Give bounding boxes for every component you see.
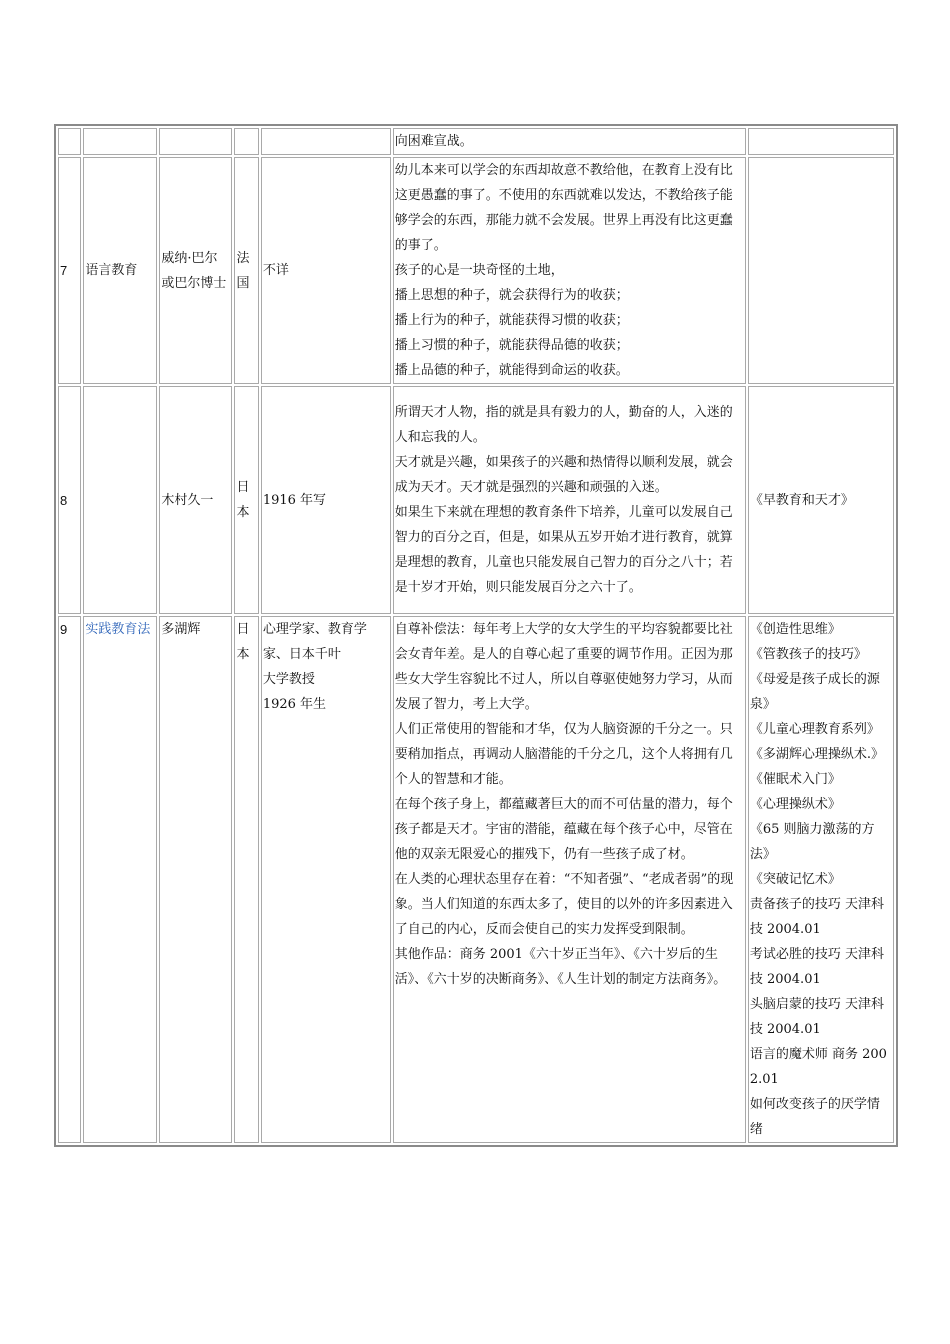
work-title: 《催眠术入门》 [749,772,841,787]
row-number-cell: 9 [58,616,81,1143]
content-paragraph: 其他作品：商务 2001《六十岁正当年》、《六十岁后的生活》、《六十岁的决断商务》、《人生计划的制定方法商务》。 [394,947,727,987]
works-cell [748,128,894,155]
work-title: 《65 则脑力激荡的方法》 [749,822,875,862]
method-cell [83,616,157,1143]
works-cell [748,386,894,614]
method-cell [83,386,157,614]
content-paragraph: 人们正常使用的智能和才华，仅为人脑资源的千分之一。只要稍加指点，再调动人脑潜能的千分之几，这个人将拥有几个人的智慧和才能。 [394,722,733,787]
content-paragraph: 在人类的心理状态里存在着：“不知者强”、“老成者弱”的现象。当人们知道的东西太多了，使目的以外的许多因素进入了自己的内心，反而会使自己的实力发挥受到限制。 [394,872,734,937]
table-row [58,157,894,384]
note-cell: 不详 [261,157,391,384]
note-cell [261,128,391,155]
content-paragraph: 孩子的心是一块奇怪的土地， [394,263,564,278]
content-paragraph: 播上习惯的种子，就能获得品德的收获； [394,338,629,353]
work-title: 如何改变孩子的厌学情绪 [749,1097,880,1137]
work-title: 《早教育和天才》 [749,492,854,508]
country-cell [234,128,258,155]
work-title: 头脑启蒙的技巧 天津科技 2004.01 [749,997,884,1037]
table-row [58,386,894,614]
work-title: 考试必胜的技巧 天津科技 2004.01 [749,947,884,987]
content-paragraph: 播上思想的种子，就会获得行为的收获； [394,288,629,303]
work-title: 责备孩子的技巧 天津科技 2004.01 [749,897,884,937]
country-cell: 日本 [234,386,258,614]
table-row [58,128,894,155]
content-cell [393,128,746,155]
content-paragraph: 如果生下来就在理想的教育条件下培养，儿童可以发展自己智力的百分之百，但是，如果从五岁开始才进行教育，就算是理想的教育，儿童也只能发展自己智力的百分之八十；若是十岁才开始，则只能发展百分之六十了。 [394,505,733,595]
method-link[interactable]: 实践教育法 [85,622,151,637]
content-paragraph: 天才就是兴趣，如果孩子的兴趣和热情得以顺利发展，就会成为天才。天才就是强烈的兴趣和顽强的入迷。 [394,455,733,495]
work-title: 《创造性思维》 [749,622,841,637]
note-cell [261,616,391,1143]
work-title: 《母爱是孩子成长的源泉》 [749,672,880,712]
note-cell: 1916 年写 [261,386,391,614]
person-cell: 多湖辉 [159,616,232,1143]
row-number-cell: 7 [58,157,81,384]
work-title: 《儿童心理教育系列》 [749,722,880,737]
content-cell [393,386,746,614]
education-figures-table [54,124,898,1147]
work-title: 《多湖辉心理操纵术.》 [749,747,884,762]
note-line: 心理学家、教育学家、日本千叶 [262,622,367,662]
works-cell [748,616,894,1143]
content-paragraph: 播上行为的种子，就能获得习惯的收获； [394,313,629,328]
country-cell: 法国 [234,157,258,384]
content-paragraph: 幼儿本来可以学会的东西却故意不教给他，在教育上没有比这更愚蠢的事了。不使用的东西就难以发达，不教给孩子能够学会的东西，那能力就不会发展。世界上再没有比这更蠢的事了。 [394,163,733,253]
content-cell [393,157,746,384]
content-paragraph: 向困难宣战。 [394,134,473,149]
work-title: 《突破记忆术》 [749,872,841,887]
content-paragraph: 在每个孩子身上，都蕴藏著巨大的而不可估量的潜力，每个孩子都是天才。宇宙的潜能，蕴藏在每个孩子心中，尽管在他的双亲无限爱心的摧残下，仍有一些孩子成了材。 [394,797,733,862]
work-title: 语言的魔术师 商务 2002.01 [749,1047,887,1087]
content-paragraph: 所谓天才人物，指的就是具有毅力的人，勤奋的人，入迷的人和忘我的人。 [394,405,733,445]
content-cell [393,616,746,1143]
works-cell [748,157,894,384]
note-line: 大学教授 [262,672,315,687]
method-cell: 语言教育 [83,157,157,384]
work-title: 《心理操纵术》 [749,797,841,812]
table-row [58,616,894,1143]
person-cell [159,128,232,155]
work-title: 《管教孩子的技巧》 [749,647,867,662]
note-line: 1926 年生 [262,697,327,712]
content-paragraph: 播上品德的种子，就能得到命运的收获。 [394,363,629,378]
row-number-cell: 8 [58,386,81,614]
person-cell: 木村久一 [159,386,232,614]
country-cell: 日本 [234,616,258,1143]
method-cell [83,128,157,155]
person-cell: 威纳·巴尔或巴尔博士 [159,157,232,384]
content-paragraph: 自尊补偿法：每年考上大学的女大学生的平均容貌都要比社会女青年差。是人的自尊心起了重要的调节作用。正因为那些女大学生容貌比不过人，所以自尊驱使她努力学习，从而发展了智力，考上大学。 [394,622,733,712]
row-number-cell [58,128,81,155]
